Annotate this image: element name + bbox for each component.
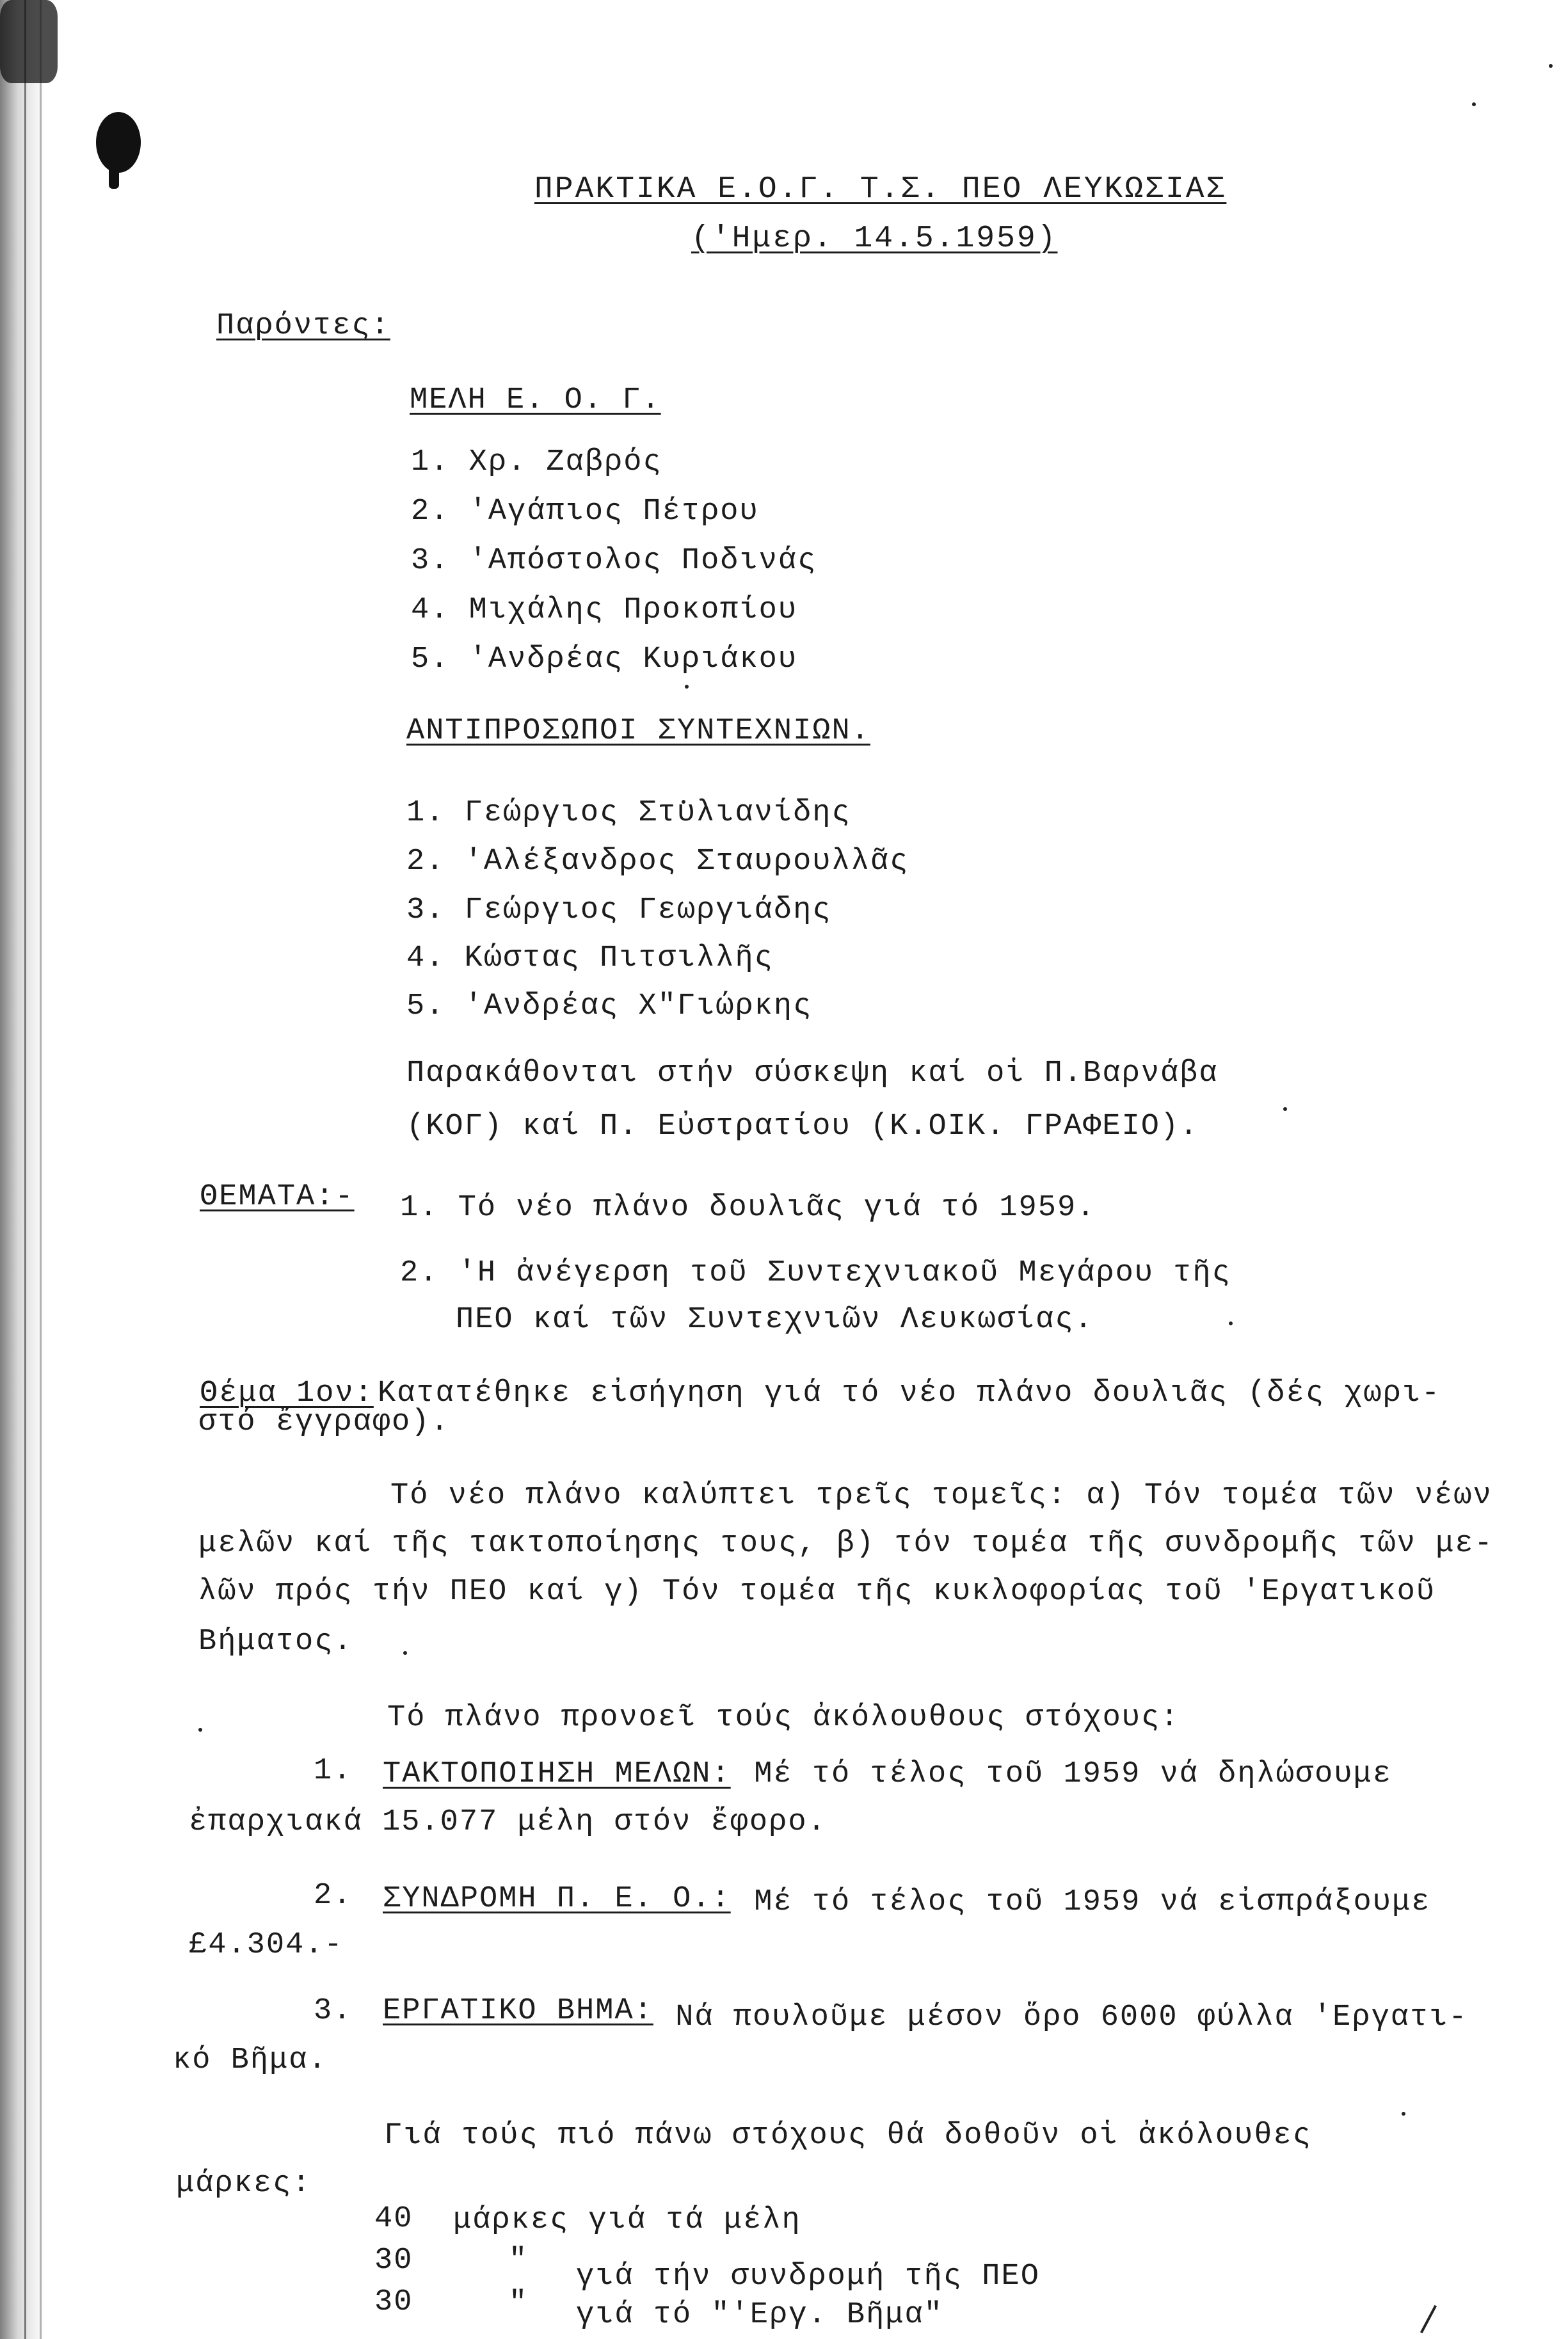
topic-item-continuation: ΠΕΟ καί τῶν Συντεχνιῶν Λευκωσίας. (456, 1303, 1094, 1337)
scan-edge-line (24, 0, 26, 2339)
members-heading: ΜΕΛΗ Ε. Ο. Γ. (410, 383, 661, 417)
topic1-para3-line: Γιά τούς πιό πάνω στόχους θά δοθοῦν οἱ ἀκόλουθες (384, 2119, 1312, 2153)
goal-text: Νά πουλοῦμε μέσον ὅρο 6000 φύλλα 'Εργατι- (656, 2000, 1468, 2034)
topic-item: 1. Τό νέο πλάνο δουλιᾶς γιά τό 1959. (400, 1191, 1096, 1225)
ink-blot (0, 0, 58, 83)
topic1-para3-line: μάρκες: (176, 2167, 312, 2201)
topic1-para1-line: Τό νέο πλάνο καλύπτει τρεῖς τομεῖς: α) Τόν τομέα τῶν νέων (390, 1479, 1492, 1513)
marks-ditto: " (509, 2244, 529, 2278)
marks-qty: 30 (374, 2244, 413, 2278)
marks-qty: 40 (374, 2202, 413, 2236)
goal-heading: ΕΡΓΑΤΙΚΟ ΒΗΜΑ: (383, 1994, 653, 2028)
document-date: ('Ημερ. 14.5.1959) (691, 221, 1058, 256)
goal-continuation: ἐπαρχιακά 15.077 μέλη στόν ἔφορο. (189, 1805, 827, 1839)
scan-speck (1402, 2112, 1405, 2116)
goal-continuation: κό Βῆμα. (173, 2043, 328, 2077)
scan-speck (403, 1651, 407, 1655)
scan-edge-shadow (0, 0, 45, 2339)
scan-speck (1229, 1321, 1233, 1325)
goal-continuation: £4.304.- (189, 1928, 344, 1962)
attending-note-line: Παρακάθονται στήν σύσκεψη καί οἱ Π.Βαρνάβα (406, 1057, 1219, 1090)
scan-edge-line (40, 0, 42, 2339)
rep-item: 2. 'Αλέξανδρος Σταυρουλλᾶς (406, 845, 909, 879)
pen-mark (1420, 2305, 1437, 2333)
topic1-intro-line: στό ἔγγραφο). (198, 1405, 450, 1439)
scan-speck (1472, 102, 1476, 106)
goal-text: Μέ τό τέλος τοῦ 1959 νά δηλώσουμε (735, 1757, 1392, 1791)
member-item: 1. Χρ. Ζαβρός (411, 445, 662, 479)
topic1-label: Θέμα 1ον: (200, 1377, 374, 1410)
goal-heading: ΤΑΚΤΟΠΟΙΗΣΗ ΜΕΛΩΝ: (383, 1757, 731, 1791)
rep-item: 5. 'Ανδρέας Χ"Γιώρκης (406, 989, 813, 1023)
topic1-para2: Τό πλάνο προνοεῖ τούς ἀκόλουθους στόχους: (387, 1701, 1180, 1735)
member-item: 3. 'Απόστολος Ποδινάς (411, 544, 817, 578)
scan-speck (685, 685, 689, 689)
rep-item: 3. Γεώργιος Γεωργιάδης (406, 893, 832, 927)
goal-number: 1. (314, 1754, 353, 1788)
scan-speck (1283, 1107, 1287, 1111)
scan-speck (198, 1728, 202, 1732)
reps-heading: ΑΝΤΙΠΡΟΣΩΠΟΙ ΣΥΝΤΕΧΝΙΩΝ. (406, 714, 870, 748)
member-item: 4. Μιχάλης Προκοπίου (411, 593, 798, 627)
ink-blot (96, 112, 141, 173)
document-title: ΠΡΑΚΤΙΚΑ Ε.Ο.Γ. Τ.Σ. ΠΕΟ ΛΕΥΚΩΣΙΑΣ (534, 172, 1227, 207)
marks-text: γιά τήν συνδρομή τῆς ΠΕΟ (576, 2260, 1040, 2294)
attending-note-line: (ΚΟΓ) καί Π. Εὐστρατίου (Κ.ΟΙΚ. ΓΡΑΦΕΙΟ). (406, 1110, 1199, 1144)
topics-label: ΘΕΜΑΤΑ:- (200, 1180, 355, 1214)
topic1-para1-line: Βήματος. (198, 1625, 353, 1659)
marks-text: μάρκες γιά τά μέλη (453, 2203, 801, 2237)
scan-speck (1549, 64, 1553, 68)
topic1-para1-line: μελῶν καί τῆς τακτοποίησης τους, β) τόν τομέα τῆς συνδρομῆς τῶν με- (198, 1527, 1494, 1561)
goal-text: Μέ τό τέλος τοῦ 1959 νά εἰσπράξουμε (735, 1885, 1431, 1919)
rep-item: 1. Γεώργιος Στυλιανίδης (406, 796, 851, 830)
topic1-intro-line: Κατατέθηκε εἰσήγηση γιά τό νέο πλάνο δουλιᾶς (δές χωρι- (378, 1377, 1441, 1410)
marks-ditto: " (509, 2287, 529, 2320)
rep-item: 4. Κώστας Πιτσιλλῆς (406, 941, 774, 975)
present-label: Παρόντες: (216, 309, 390, 343)
marks-qty: 30 (374, 2285, 413, 2319)
member-item: 2. 'Αγάπιος Πέτρου (411, 495, 759, 529)
member-item: 5. 'Ανδρέας Κυριάκου (411, 643, 798, 676)
marks-text: γιά τό "'Εργ. Βῆμα" (576, 2298, 943, 2332)
ink-blot (109, 163, 119, 189)
goal-number: 2. (314, 1879, 353, 1913)
goal-number: 3. (314, 1994, 353, 2028)
goal-heading: ΣΥΝΔΡΟΜΗ Π. Ε. Ο.: (383, 1882, 731, 1916)
topic1-para1-line: λῶν πρός τήν ΠΕΟ καί γ) Τόν τομέα τῆς κυκλοφορίας τοῦ 'Εργατικοῦ (198, 1575, 1436, 1609)
topic-item: 2. 'Η ἀνέγερση τοῦ Συντεχνιακοῦ Μεγάρου τῆς (400, 1256, 1231, 1290)
